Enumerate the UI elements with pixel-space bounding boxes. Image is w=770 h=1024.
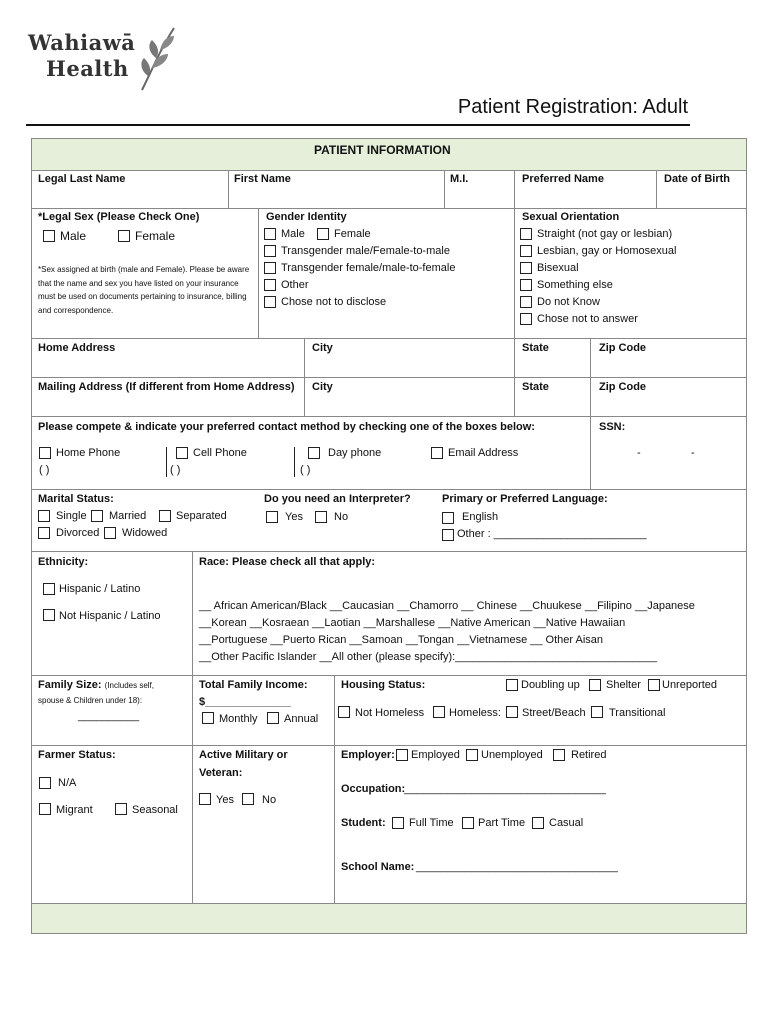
farmer-migrant-label: Migrant xyxy=(56,804,93,816)
farmer-seasonal-label: Seasonal xyxy=(132,804,178,816)
hispanic-label: Hispanic / Latino xyxy=(59,583,141,595)
language-other-checkbox[interactable] xyxy=(442,529,454,541)
housing-homeless-label: Homeless: xyxy=(449,707,501,719)
orientation-bisexual-label: Bisexual xyxy=(537,262,579,274)
gender-female-label: Female xyxy=(334,228,371,240)
grid-line xyxy=(590,416,591,489)
student-full-label: Full Time xyxy=(409,817,454,829)
gender-identity-label: Gender Identity xyxy=(266,211,347,223)
day-phone-paren: ( ) xyxy=(300,464,311,476)
grid-line xyxy=(228,170,229,208)
housing-unreported-label: Unreported xyxy=(662,679,718,691)
farmer-migrant-checkbox[interactable] xyxy=(39,803,51,815)
orientation-straight-label: Straight (not gay or lesbian) xyxy=(537,228,673,240)
home-city-label: City xyxy=(312,342,333,354)
gender-trans-female-checkbox[interactable] xyxy=(264,262,276,274)
gender-trans-female-label: Transgender female/male-to-female xyxy=(281,262,456,274)
footer-band xyxy=(32,903,746,933)
legal-sex-note: *Sex assigned at birth (male and Female). Please be aware that the name and sex you have listed on your insurance must be used on documents pertaining to insurance, billing and correspondence. xyxy=(38,265,250,315)
student-label: Student: xyxy=(341,817,386,829)
sexual-orientation-label: Sexual Orientation xyxy=(522,211,620,223)
grid-line xyxy=(192,551,193,903)
orientation-straight-checkbox[interactable] xyxy=(520,228,532,240)
marital-widowed-checkbox[interactable] xyxy=(104,527,116,539)
race-line-2: __Korean __Kosraean __Laotian __Marshallese __Native American __Native Hawaiian xyxy=(199,617,626,629)
home-phone-label: Home Phone xyxy=(56,447,121,459)
mi-label: M.I. xyxy=(450,173,469,185)
gender-other-checkbox[interactable] xyxy=(264,279,276,291)
total-income-label: Total Family Income: xyxy=(199,679,308,691)
marital-single-checkbox[interactable] xyxy=(38,510,50,522)
military-label-1: Active Military or xyxy=(199,749,288,761)
orientation-bisexual-checkbox[interactable] xyxy=(520,262,532,274)
farmer-na-checkbox[interactable] xyxy=(39,777,51,789)
farmer-status-label: Farmer Status: xyxy=(38,749,116,761)
employer-label: Employer: xyxy=(341,749,395,761)
housing-doubling-label: Doubling up xyxy=(521,679,580,691)
income-annual-checkbox[interactable] xyxy=(267,712,279,724)
not-hispanic-label: Not Hispanic / Latino xyxy=(59,610,161,622)
cell-phone-label: Cell Phone xyxy=(193,447,247,459)
grid-line xyxy=(32,675,746,676)
interpreter-yes-checkbox[interactable] xyxy=(266,511,278,523)
page-title: Patient Registration: Adult xyxy=(457,96,688,118)
housing-status-label: Housing Status: xyxy=(341,679,426,691)
gender-male-checkbox[interactable] xyxy=(264,228,276,240)
legal-sex-label: *Legal Sex (Please Check One) xyxy=(38,211,200,223)
student-part-label: Part Time xyxy=(478,817,526,829)
race-label: Race: Please check all that apply: xyxy=(199,556,376,568)
interpreter-yes-label: Yes xyxy=(285,511,303,523)
gender-male-label: Male xyxy=(281,228,305,240)
legal-sex-male-label: Male xyxy=(60,229,87,243)
grid-line xyxy=(304,338,305,416)
housing-shelter-label: Shelter xyxy=(606,679,641,691)
race-line-3: __Portuguese __Puerto Rican __Samoan __Tongan __Vietnamese __ Other Aisan xyxy=(199,634,604,646)
orientation-else-checkbox[interactable] xyxy=(520,279,532,291)
total-income-blank: $______________ xyxy=(199,696,291,708)
farmer-seasonal-checkbox[interactable] xyxy=(115,803,127,815)
home-phone-paren: ( ) xyxy=(39,464,50,476)
gender-nodisclose-label: Chose not to disclose xyxy=(281,296,387,308)
family-size-note-2: spouse & Children under 18): xyxy=(38,696,143,705)
gender-other-label: Other xyxy=(281,279,309,291)
grid-line xyxy=(444,170,445,208)
cell-phone-checkbox[interactable] xyxy=(176,447,188,459)
occupation-blank: _________________________________ xyxy=(404,783,606,795)
family-size-note-1: (Includes self, xyxy=(104,681,154,690)
ssn-dash-1: - xyxy=(637,447,641,459)
orientation-dontknow-checkbox[interactable] xyxy=(520,296,532,308)
military-yes-checkbox[interactable] xyxy=(199,793,211,805)
grid-line xyxy=(590,338,591,416)
school-name-blank: _________________________________ xyxy=(416,861,618,873)
logo-text-line1: Wahiawā xyxy=(28,30,136,55)
military-no-checkbox[interactable] xyxy=(242,793,254,805)
family-size-blank: __________ xyxy=(78,710,140,722)
home-phone-checkbox[interactable] xyxy=(39,447,51,459)
employer-unemployed-checkbox[interactable] xyxy=(466,749,478,761)
grid-line xyxy=(32,745,746,746)
orientation-noanswer-label: Chose not to answer xyxy=(537,313,638,325)
military-no-label: No xyxy=(262,794,277,806)
housing-transitional-checkbox[interactable] xyxy=(591,706,603,718)
orientation-lgh-label: Lesbian, gay or Homosexual xyxy=(537,245,677,257)
grid-line xyxy=(32,903,746,904)
housing-unreported-checkbox[interactable] xyxy=(648,679,660,691)
legal-sex-male-checkbox[interactable] xyxy=(43,230,55,242)
grid-line xyxy=(32,416,746,417)
grid-line xyxy=(656,170,657,208)
interpreter-label: Do you need an Interpreter? xyxy=(264,493,411,505)
orientation-noanswer-checkbox[interactable] xyxy=(520,313,532,325)
not-hispanic-checkbox[interactable] xyxy=(43,609,55,621)
occupation-label: Occupation: xyxy=(341,783,406,795)
mailing-zip-label: Zip Code xyxy=(599,381,647,393)
income-monthly-label: Monthly xyxy=(219,713,258,725)
ssn-label: SSN: xyxy=(599,421,626,433)
marital-divorced-checkbox[interactable] xyxy=(38,527,50,539)
interpreter-no-checkbox[interactable] xyxy=(315,511,327,523)
grid-line xyxy=(32,377,746,378)
ethnicity-label: Ethnicity: xyxy=(38,556,89,568)
ssn-dash-2: - xyxy=(691,447,695,459)
gender-female-checkbox[interactable] xyxy=(317,228,329,240)
housing-transitional-label: Transitional xyxy=(609,707,666,719)
marital-married-checkbox[interactable] xyxy=(91,510,103,522)
day-phone-checkbox[interactable] xyxy=(308,447,320,459)
student-full-checkbox[interactable] xyxy=(392,817,404,829)
language-other-label: Other : _________________________ xyxy=(457,528,647,540)
orientation-lgh-checkbox[interactable] xyxy=(520,245,532,257)
mailing-state-label: State xyxy=(522,381,549,393)
gender-trans-male-checkbox[interactable] xyxy=(264,245,276,257)
family-size-block xyxy=(38,679,154,692)
title-rule xyxy=(26,124,690,126)
marital-single-label: Single xyxy=(56,510,87,522)
gender-trans-male-label: Transgender male/Female-to-male xyxy=(281,245,450,257)
student-casual-label: Casual xyxy=(549,817,584,829)
employer-retired-label: Retired xyxy=(571,749,607,761)
email-address-checkbox[interactable] xyxy=(431,447,443,459)
home-zip-label: Zip Code xyxy=(599,342,647,354)
wahiawa-health-logo xyxy=(26,26,176,92)
housing-street-checkbox[interactable] xyxy=(506,706,518,718)
marital-widowed-label: Widowed xyxy=(122,527,168,539)
hispanic-checkbox[interactable] xyxy=(43,583,55,595)
housing-doubling-checkbox[interactable] xyxy=(506,679,518,691)
race-line-1: __ African American/Black __Caucasian __Chamorro __ Chinese __Chuukese __Filipino __Japanese xyxy=(199,600,695,612)
mailing-address-label: Mailing Address (If different from Home Address) xyxy=(38,381,295,393)
family-size-label: Family Size: xyxy=(38,679,102,691)
income-monthly-checkbox[interactable] xyxy=(202,712,214,724)
divider xyxy=(166,447,167,477)
military-yes-label: Yes xyxy=(216,794,234,806)
day-phone-label: Day phone xyxy=(328,447,382,459)
marital-status-label: Marital Status: xyxy=(38,493,114,505)
language-english-checkbox[interactable] xyxy=(442,512,454,524)
divider xyxy=(294,447,295,477)
section-title: PATIENT INFORMATION xyxy=(314,143,451,157)
grid-line xyxy=(32,170,746,171)
date-of-birth-label: Date of Birth xyxy=(664,173,730,185)
military-label-2: Veteran: xyxy=(199,767,243,779)
preferred-name-label: Preferred Name xyxy=(522,173,604,185)
grid-line xyxy=(32,551,746,552)
language-english-label: English xyxy=(462,511,499,523)
farmer-na-label: N/A xyxy=(58,777,77,789)
employer-unemployed-label: Unemployed xyxy=(481,749,543,761)
housing-shelter-checkbox[interactable] xyxy=(589,679,601,691)
marital-married-label: Married xyxy=(109,510,147,522)
grid-line xyxy=(334,675,335,903)
gender-nodisclose-checkbox[interactable] xyxy=(264,296,276,308)
student-casual-checkbox[interactable] xyxy=(532,817,544,829)
marital-separated-label: Separated xyxy=(176,510,227,522)
contact-prompt: Please compete & indicate your preferred contact method by checking one of the boxes below: xyxy=(38,421,535,433)
housing-not-homeless-label: Not Homeless xyxy=(355,707,425,719)
first-name-label: First Name xyxy=(234,173,291,185)
grid-line xyxy=(258,208,259,338)
student-part-checkbox[interactable] xyxy=(462,817,474,829)
marital-divorced-label: Divorced xyxy=(56,527,100,539)
grid-line xyxy=(514,338,515,416)
legal-last-name-label: Legal Last Name xyxy=(38,173,126,185)
logo-text-line2: Health xyxy=(46,56,129,81)
language-label: Primary or Preferred Language: xyxy=(442,493,608,505)
grid-line xyxy=(514,170,515,338)
housing-homeless-checkbox[interactable] xyxy=(433,706,445,718)
grid-line xyxy=(32,338,746,339)
orientation-dontknow-label: Do not Know xyxy=(537,296,600,308)
grid-line xyxy=(32,208,746,209)
employer-employed-checkbox[interactable] xyxy=(396,749,408,761)
race-line-4: __Other Pacific Islander __All other (please specify):_________________________________ xyxy=(199,651,658,663)
housing-street-label: Street/Beach xyxy=(522,707,586,719)
legal-sex-female-label: Female xyxy=(135,229,176,243)
housing-not-homeless-checkbox[interactable] xyxy=(338,706,350,718)
income-annual-label: Annual xyxy=(284,713,319,725)
email-address-label: Email Address xyxy=(448,447,519,459)
leaf-icon xyxy=(138,26,178,92)
grid-line xyxy=(32,489,746,490)
employer-employed-label: Employed xyxy=(411,749,460,761)
home-state-label: State xyxy=(522,342,549,354)
interpreter-no-label: No xyxy=(334,511,349,523)
mailing-city-label: City xyxy=(312,381,333,393)
marital-separated-checkbox[interactable] xyxy=(159,510,171,522)
cell-phone-paren: ( ) xyxy=(170,464,181,476)
patient-information-form xyxy=(31,138,747,934)
orientation-else-label: Something else xyxy=(537,279,613,291)
employer-retired-checkbox[interactable] xyxy=(553,749,565,761)
school-name-label: School Name: xyxy=(341,861,415,873)
home-address-label: Home Address xyxy=(38,342,116,354)
legal-sex-female-checkbox[interactable] xyxy=(118,230,130,242)
